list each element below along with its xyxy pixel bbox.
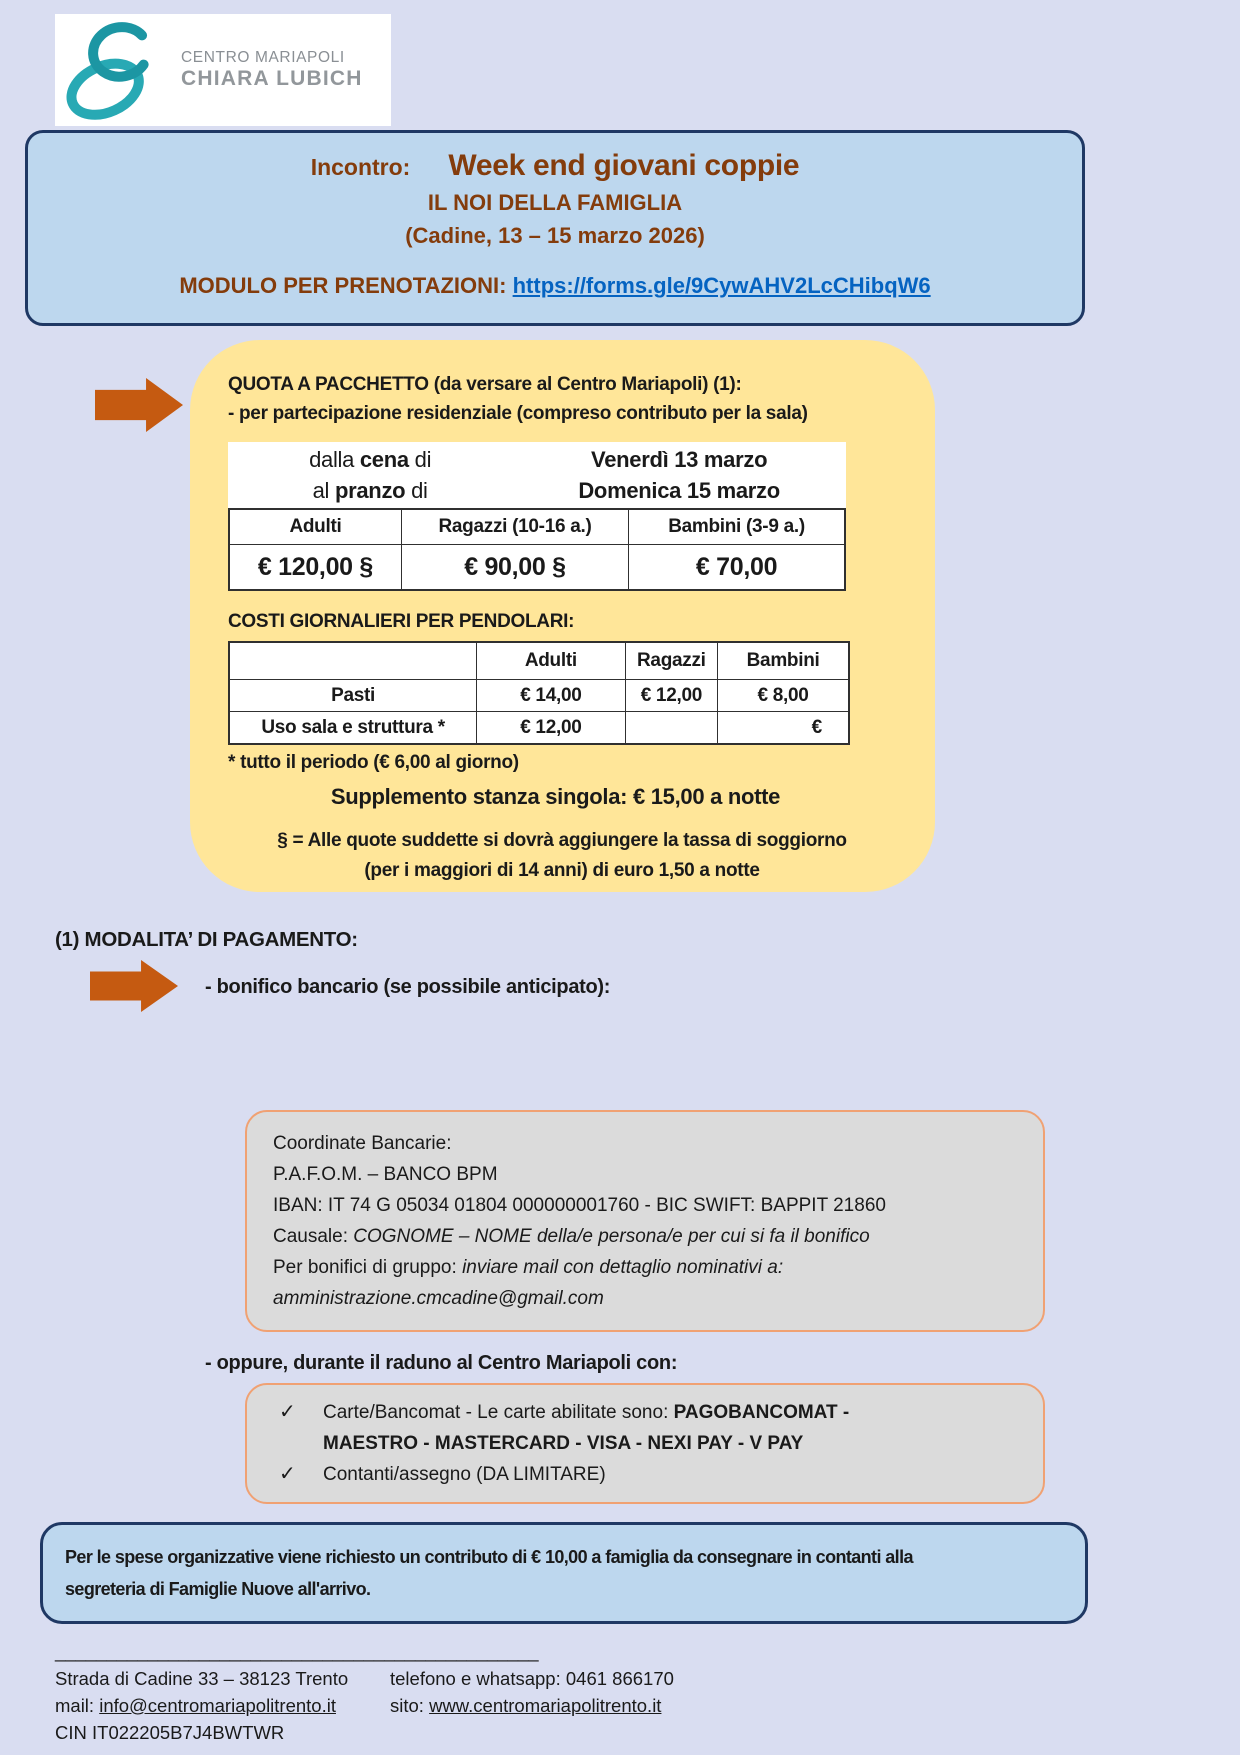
bank-line-group bbox=[273, 1252, 1017, 1283]
period-from-post: di bbox=[408, 447, 432, 472]
row-sala-adulti: € 12,00 bbox=[477, 712, 625, 743]
checkmark-icon: ✓ bbox=[279, 1401, 296, 1423]
col-ragazzi: Ragazzi (10-16 a.) bbox=[402, 510, 629, 544]
tax-note-line2: (per i maggiori di 14 anni) di euro 1,50 a notte bbox=[364, 860, 760, 881]
cards-list-line1: PAGOBANCOMAT - bbox=[673, 1402, 850, 1423]
period-dates-cell bbox=[512, 442, 846, 508]
commuter-header-row bbox=[230, 643, 848, 680]
notice-line2: segreteria di Famiglie Nuove all'arrivo. bbox=[65, 1579, 371, 1599]
orange-arrow-icon bbox=[95, 378, 183, 432]
period-to-pre: al bbox=[312, 478, 335, 503]
site-segment bbox=[390, 1695, 661, 1716]
cash-text: Contanti/assegno (DA LIMITARE) bbox=[323, 1464, 606, 1485]
commuter-table bbox=[228, 641, 850, 745]
package-subheading: - per partecipazione residenziale (compreso contributo per la sala) bbox=[228, 403, 808, 424]
list-item bbox=[273, 1459, 1017, 1490]
footer-address-row bbox=[55, 1665, 674, 1692]
commuter-col-empty bbox=[230, 643, 477, 679]
tourist-tax-note bbox=[228, 826, 896, 886]
tax-note-line1: § = Alle quote suddette si dovrà aggiungere la tassa di soggiorno bbox=[277, 830, 847, 851]
onsite-payment-box bbox=[245, 1383, 1045, 1504]
period-row bbox=[228, 442, 846, 508]
event-title-row bbox=[28, 149, 1082, 183]
bank-line-causale bbox=[273, 1221, 1017, 1252]
date-end: Domenica 15 marzo bbox=[578, 478, 780, 503]
event-title: Week end giovani coppie bbox=[448, 149, 800, 182]
centro-mariapoli-swirl-icon bbox=[65, 20, 173, 120]
bank-line-iban: IBAN: IT 74 G 05034 01804 000000001760 - BIC SWIFT: BAPPIT 21860 bbox=[273, 1195, 886, 1216]
notice-line1: Per le spese organizzative viene richiesto un contributo di € 10,00 a famiglia da consegnare in contanti alla bbox=[65, 1547, 913, 1567]
incontro-label: Incontro: bbox=[310, 154, 411, 180]
row-pasti-ragazzi: € 12,00 bbox=[626, 680, 719, 711]
booking-label: MODULO PER PRENOTAZIONI: bbox=[179, 273, 507, 298]
group-label: Per bonifici di gruppo: bbox=[273, 1257, 463, 1278]
commuter-col-bambini: Bambini bbox=[746, 650, 820, 671]
group-instruction: inviare mail con dettaglio nominativi a: bbox=[462, 1257, 784, 1278]
phone-whatsapp: telefono e whatsapp: 0461 866170 bbox=[390, 1668, 674, 1689]
mail-link[interactable]: info@centromariapolitrento.it bbox=[99, 1695, 336, 1716]
footer-divider: _______________________________________________ bbox=[55, 1641, 539, 1662]
period-to-bold: pranzo bbox=[334, 478, 406, 503]
commuter-col-adulti: Adulti bbox=[477, 643, 625, 679]
col-adulti: Adulti bbox=[230, 510, 402, 544]
package-price-panel bbox=[190, 340, 935, 892]
cin-code: CIN IT022205B7J4BWTWR bbox=[55, 1722, 285, 1743]
bank-transfer-label: - bonifico bancario (se possibile anticipato): bbox=[205, 976, 611, 998]
admin-email: amministrazione.cmcadine@gmail.com bbox=[273, 1288, 604, 1309]
booking-row bbox=[28, 273, 1082, 299]
list-item bbox=[273, 1397, 1017, 1459]
commuter-heading: COSTI GIORNALIERI PER PENDOLARI: bbox=[228, 611, 575, 632]
price-adulti: € 120,00 § bbox=[230, 545, 402, 589]
causale-label: Causale: bbox=[273, 1226, 354, 1247]
bank-line-coordinates: Coordinate Bancarie: bbox=[273, 1133, 452, 1154]
asterisk-note: * tutto il periodo (€ 6,00 al giorno) bbox=[228, 752, 519, 773]
price-grid bbox=[228, 508, 846, 591]
price-ragazzi: € 90,00 § bbox=[402, 545, 629, 589]
commuter-col-ragazzi: Ragazzi bbox=[626, 643, 719, 679]
orange-arrow-icon bbox=[90, 960, 178, 1012]
package-heading: QUOTA A PACCHETTO (da versare al Centro Mariapoli) (1): bbox=[228, 374, 742, 395]
row-sala-bambini: € bbox=[811, 716, 822, 738]
table-row bbox=[230, 680, 848, 712]
logo-org-name: CENTRO MARIAPOLI bbox=[181, 49, 345, 67]
bank-details-box bbox=[245, 1110, 1045, 1332]
logo-brand-name: CHIARA LUBICH bbox=[181, 66, 363, 90]
price-value-row bbox=[230, 545, 844, 589]
period-to-post: di bbox=[405, 478, 428, 503]
street-address: Strada di Cadine 33 – 38123 Trento bbox=[55, 1668, 349, 1689]
mail-segment bbox=[55, 1692, 390, 1719]
period-from-pre: dalla bbox=[309, 447, 360, 472]
period-from-bold: cena bbox=[359, 447, 409, 472]
row-sala-label: Uso sala e struttura * bbox=[230, 712, 477, 743]
col-bambini: Bambini (3-9 a.) bbox=[668, 516, 805, 537]
site-link[interactable]: www.centromariapolitrento.it bbox=[429, 1695, 662, 1716]
booking-form-link[interactable]: https://forms.gle/9CywAHV2LcCHibqW6 bbox=[512, 273, 931, 298]
onsite-payment-label: - oppure, durante il raduno al Centro Mariapoli con: bbox=[205, 1352, 678, 1374]
cards-text: Carte/Bancomat - Le carte abilitate sono: bbox=[323, 1402, 674, 1423]
package-price-table bbox=[228, 442, 846, 591]
footer-contacts-row bbox=[55, 1692, 674, 1719]
row-pasti-bambini: € 8,00 bbox=[757, 684, 809, 706]
checkmark-icon: ✓ bbox=[279, 1463, 296, 1485]
mail-label: mail: bbox=[55, 1695, 100, 1716]
price-header-row bbox=[230, 510, 844, 545]
causale-value: COGNOME – NOME della/e persona/e per cui si fa il bonifico bbox=[353, 1226, 870, 1247]
event-subtitle: IL NOI DELLA FAMIGLIA bbox=[427, 190, 683, 215]
event-location-dates: (Cadine, 13 – 15 marzo 2026) bbox=[405, 223, 705, 248]
row-sala-ragazzi bbox=[626, 712, 719, 743]
price-bambini: € 70,00 bbox=[695, 552, 778, 581]
row-pasti-adulti: € 14,00 bbox=[477, 680, 625, 711]
table-row bbox=[230, 712, 848, 743]
cards-list-line2: MAESTRO - MASTERCARD - VISA - NEXI PAY - V PAY bbox=[323, 1433, 804, 1454]
logo-box bbox=[55, 14, 391, 126]
event-header-box bbox=[25, 130, 1085, 326]
footer bbox=[55, 1638, 674, 1746]
single-room-note: Supplemento stanza singola: € 15,00 a notte bbox=[330, 784, 781, 809]
organizational-fee-notice bbox=[40, 1522, 1088, 1624]
row-pasti-label: Pasti bbox=[230, 680, 477, 711]
bank-line-holder: P.A.F.O.M. – BANCO BPM bbox=[273, 1164, 498, 1185]
site-label: sito: bbox=[390, 1695, 430, 1716]
payment-section-heading: (1) MODALITA’ DI PAGAMENTO: bbox=[55, 928, 358, 951]
date-start: Venerdì 13 marzo bbox=[591, 447, 768, 472]
period-meals-cell bbox=[228, 442, 512, 508]
